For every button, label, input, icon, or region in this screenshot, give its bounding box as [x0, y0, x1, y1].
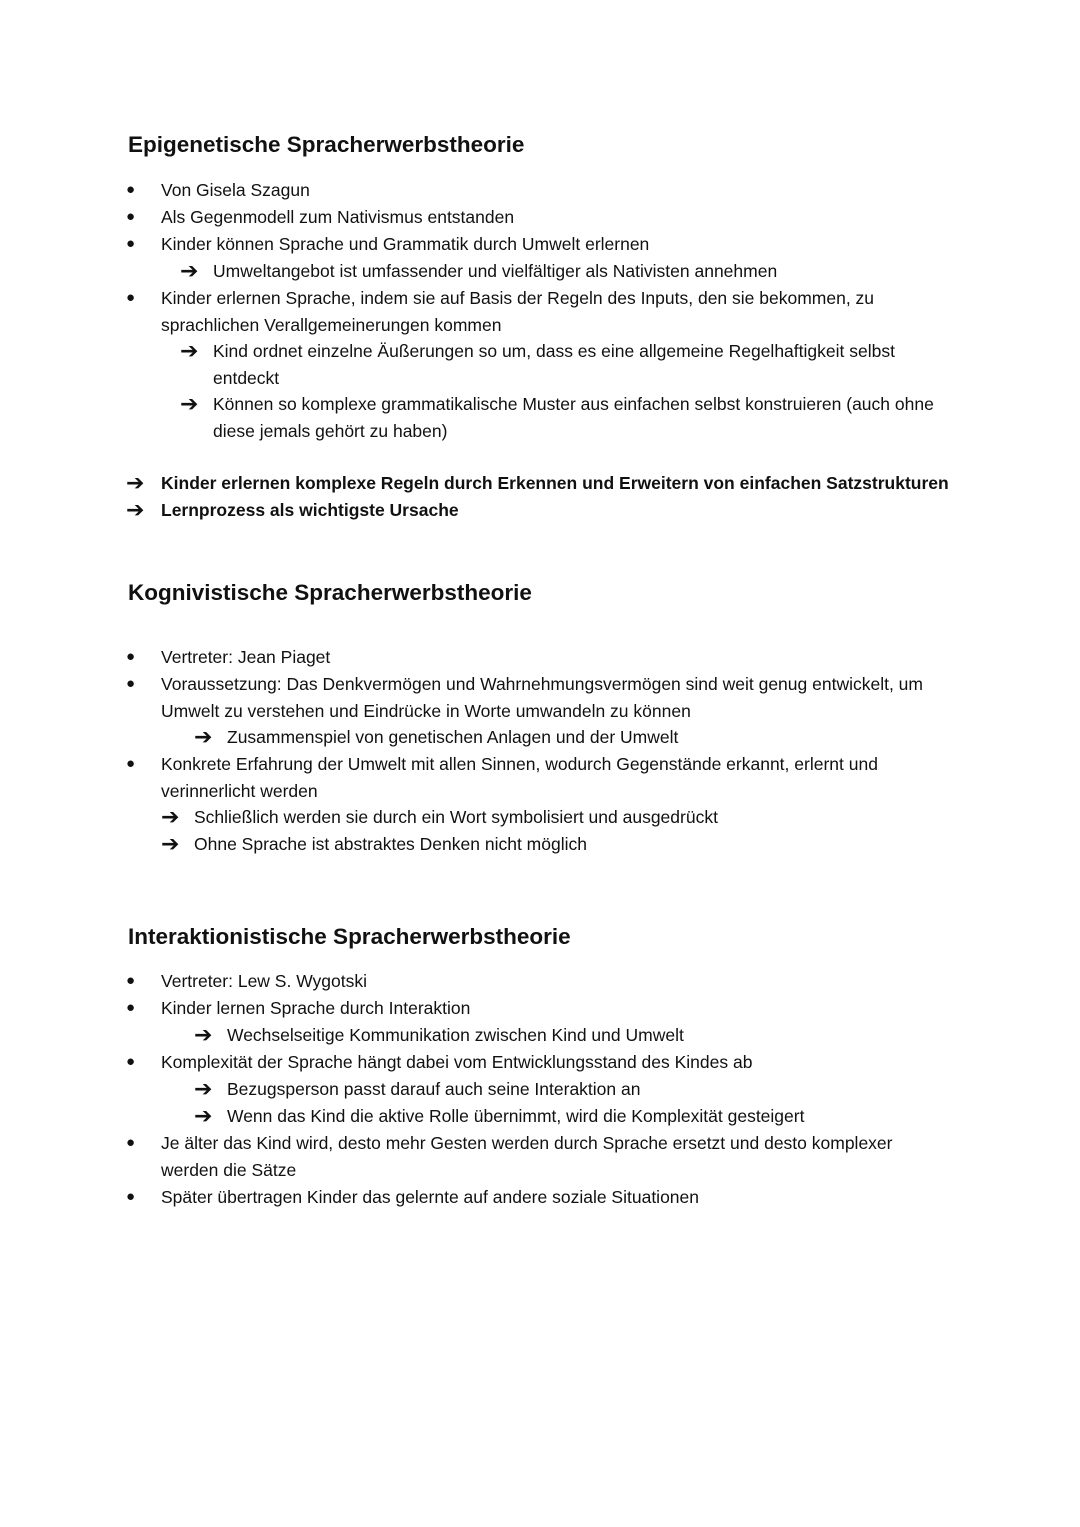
item-text: Wechselseitige Kommunikation zwischen Kind und Umwelt — [227, 1025, 684, 1045]
arrow-right-icon: ➔ — [180, 338, 199, 363]
item-text: Konkrete Erfahrung der Umwelt mit allen Sinnen, wodurch Gegenstände erkannt, erlernt und verinnerlicht werden — [161, 754, 878, 801]
item-text: Kind ordnet einzelne Äußerungen so um, dass es eine allgemeine Regelhaftigkeit selbst entdeckt — [213, 341, 895, 388]
arrow-right-icon: ➔ — [180, 258, 199, 283]
item-text: Können so komplexe grammatikalische Muster aus einfachen selbst konstruieren (auch ohne diese jemals gehört zu haben) — [213, 394, 934, 441]
arrow-right-icon: ➔ — [194, 1022, 213, 1047]
item-text: Kinder erlernen Sprache, indem sie auf Basis der Regeln des Inputs, den sie bekommen, zu sprachlichen Verallgemeinerungen kommen — [161, 288, 875, 335]
section-title: Epigenetische Spracherwerbstheorie — [128, 132, 525, 157]
item-text: Zusammenspiel von genetischen Anlagen und der Umwelt — [227, 727, 679, 747]
bullet-icon: ● — [126, 1134, 136, 1151]
section-title: Interaktionistische Spracherwerbstheorie — [128, 924, 571, 949]
conclusion-text: Kinder erlernen komplexe Regeln durch Erkennen und Erweitern von einfachen Satzstrukturen — [161, 473, 949, 493]
item-text: Je älter das Kind wird, desto mehr Gesten werden durch Sprache ersetzt und desto komplexer werden die Sätze — [161, 1133, 893, 1180]
bullet-icon: ● — [126, 972, 136, 989]
bullet-icon: ● — [126, 755, 136, 772]
bullet-icon: ● — [126, 675, 136, 692]
arrow-right-icon: ➔ — [194, 1076, 213, 1101]
bullet-icon: ● — [126, 235, 136, 252]
bullet-icon: ● — [126, 1053, 136, 1070]
item-text: Vertreter: Jean Piaget — [161, 647, 331, 667]
bullet-icon: ● — [126, 208, 136, 225]
bullet-icon: ● — [126, 648, 136, 665]
item-text: Umweltangebot ist umfassender und vielfältiger als Nativisten annehmen — [213, 261, 778, 281]
conclusion-text: Lernprozess als wichtigste Ursache — [161, 500, 459, 520]
item-text: Kinder lernen Sprache durch Interaktion — [161, 998, 471, 1018]
item-text: Später übertragen Kinder das gelernte auf andere soziale Situationen — [161, 1187, 700, 1207]
section-title: Kognivistische Spracherwerbstheorie — [128, 580, 532, 605]
arrow-right-icon: ➔ — [194, 724, 213, 749]
arrow-right-icon: ➔ — [126, 470, 145, 495]
arrow-right-icon: ➔ — [194, 1103, 213, 1128]
item-text: Bezugsperson passt darauf auch seine Interaktion an — [227, 1079, 641, 1099]
bullet-icon: ● — [126, 1188, 136, 1205]
arrow-right-icon: ➔ — [180, 391, 199, 416]
item-text: Voraussetzung: Das Denkvermögen und Wahrnehmungsvermögen sind weit genug entwickelt, um Umwelt zu verstehen und Eindrücke in Worte umwandeln zu können — [161, 674, 923, 721]
item-text: Kinder können Sprache und Grammatik durch Umwelt erlernen — [161, 234, 650, 254]
item-text: Schließlich werden sie durch ein Wort symbolisiert und ausgedrückt — [194, 807, 718, 827]
bullet-icon: ● — [126, 181, 136, 198]
item-text: Vertreter: Lew S. Wygotski — [161, 971, 368, 991]
item-text: Als Gegenmodell zum Nativismus entstanden — [161, 207, 515, 227]
arrow-right-icon: ➔ — [161, 831, 180, 856]
item-text: Wenn das Kind die aktive Rolle übernimmt, wird die Komplexität gesteigert — [227, 1106, 805, 1126]
item-text: Von Gisela Szagun — [161, 180, 310, 200]
item-text: Ohne Sprache ist abstraktes Denken nicht möglich — [194, 834, 587, 854]
item-text: Komplexität der Sprache hängt dabei vom Entwicklungsstand des Kindes ab — [161, 1052, 753, 1072]
bullet-icon: ● — [126, 999, 136, 1016]
bullet-icon: ● — [126, 289, 136, 306]
arrow-right-icon: ➔ — [161, 804, 180, 829]
arrow-right-icon: ➔ — [126, 497, 145, 522]
